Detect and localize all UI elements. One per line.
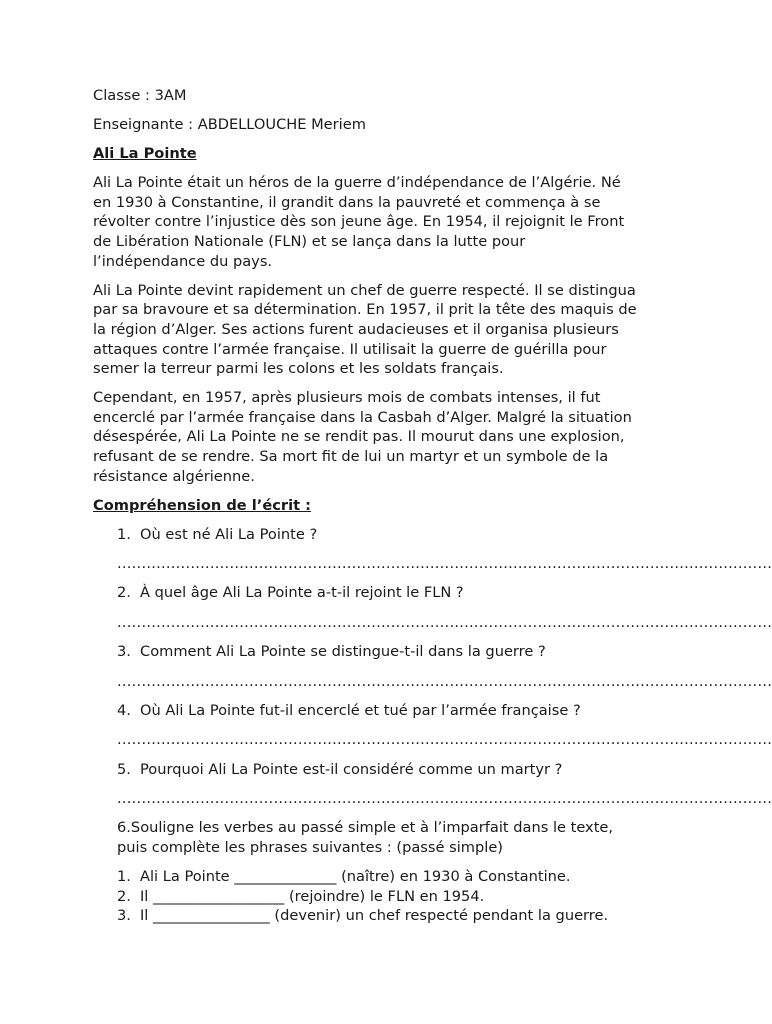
- fill-in-list: [93, 867, 678, 926]
- question-text: Pourquoi Ali La Pointe est-il considéré comme un martyr ?: [140, 760, 563, 778]
- paragraph-line: la région d’Alger. Ses actions furent audacieuses et il organisa plusieurs: [93, 320, 619, 338]
- paragraph-line: de Libération Nationale (FLN) et se lança dans la lutte pour: [93, 233, 526, 251]
- exercise-instructions: [117, 818, 678, 857]
- comprehension-title: Compréhension de l’écrit :: [93, 496, 311, 514]
- text-paragraph-2: [93, 281, 678, 379]
- paragraph-line: semer la terreur parmi les colons et les soldats français.: [93, 360, 504, 378]
- class-label: Classe : 3AM: [93, 87, 187, 104]
- fill-in-item[interactable]: [117, 867, 678, 887]
- item-number: 3.: [117, 907, 131, 925]
- paragraph-line: Ali La Pointe devint rapidement un chef de guerre respecté. Il se distingua: [93, 281, 636, 299]
- exercise-line: 6.Souligne les verbes au passé simple et à l’imparfait dans le texte,: [117, 819, 614, 837]
- exercise-line: puis complète les phrases suivantes : (passé simple): [117, 838, 503, 856]
- question-item: [117, 701, 678, 721]
- paragraph-line: désespérée, Ali La Pointe ne se rendit pas. Il mourut dans une explosion,: [93, 428, 625, 446]
- text-paragraph-3: [93, 388, 678, 486]
- question-number: 2.: [117, 584, 131, 602]
- paragraph-line: en 1930 à Constantine, il grandit dans la pauvreté et commença à se: [93, 193, 601, 211]
- question-text: À quel âge Ali La Pointe a-t-il rejoint le FLN ?: [140, 584, 464, 602]
- worksheet-page: [93, 86, 772, 926]
- question-number: 4.: [117, 701, 131, 719]
- paragraph-line: attaques contre l’armée française. Il utilisait la guerre de guérilla pour: [93, 340, 607, 358]
- teacher-label: Enseignante : ABDELLOUCHE Meriem: [93, 116, 366, 134]
- fill-in-item[interactable]: [117, 906, 678, 926]
- answer-line[interactable]: ......................................................................................................................................: [117, 614, 772, 632]
- item-number: 2.: [117, 887, 131, 905]
- paragraph-line: refusant de se rendre. Sa mort fit de lui un martyr et un symbole de la: [93, 448, 609, 465]
- question-number: 1.: [117, 525, 131, 543]
- document-title: Ali La Pointe: [93, 145, 197, 163]
- question-text: Comment Ali La Pointe se distingue-t-il dans la guerre ?: [140, 643, 546, 661]
- paragraph-line: Cependant, en 1957, après plusieurs mois de combats intenses, il fut: [93, 389, 601, 407]
- fill-in-item[interactable]: [117, 887, 678, 907]
- answer-line[interactable]: ......................................................................................................................................: [117, 790, 772, 808]
- paragraph-line: encerclé par l’armée française dans la Casbah d’Alger. Malgré la situation: [93, 408, 632, 426]
- text-paragraph-1: [93, 173, 678, 271]
- question-number: 5.: [117, 760, 131, 778]
- question-item: [117, 760, 678, 780]
- item-text: Il __________________ (rejoindre) le FLN en 1954.: [140, 887, 485, 905]
- item-text: Il ________________ (devenir) un chef respecté pendant la guerre.: [140, 907, 609, 925]
- question-list: [93, 525, 772, 809]
- paragraph-line: par sa bravoure et sa détermination. En 1957, il prit la tête des maquis de: [93, 301, 637, 319]
- paragraph-line: résistance algérienne.: [93, 467, 255, 485]
- item-number: 1.: [117, 867, 131, 885]
- paragraph-line: révolter contre l’injustice dès son jeune âge. En 1954, il rejoignit le Front: [93, 213, 625, 231]
- paragraph-line: Ali La Pointe était un héros de la guerre d’indépendance de l’Algérie. Né: [93, 174, 621, 192]
- question-number: 3.: [117, 643, 131, 661]
- question-item: [117, 583, 678, 603]
- answer-line[interactable]: ......................................................................................................................................: [117, 731, 772, 749]
- answer-line[interactable]: ......................................................................................................................................: [117, 672, 772, 690]
- question-item: [117, 525, 678, 545]
- answer-line[interactable]: ......................................................................................................................................: [117, 555, 772, 573]
- question-text: Où Ali La Pointe fut-il encerclé et tué par l’armée française ?: [140, 701, 581, 719]
- item-text: Ali La Pointe ______________ (naître) en 1930 à Constantine.: [140, 867, 571, 885]
- paragraph-line: l’indépendance du pays.: [93, 252, 273, 270]
- question-item: [117, 642, 678, 662]
- question-text: Où est né Ali La Pointe ?: [140, 525, 318, 543]
